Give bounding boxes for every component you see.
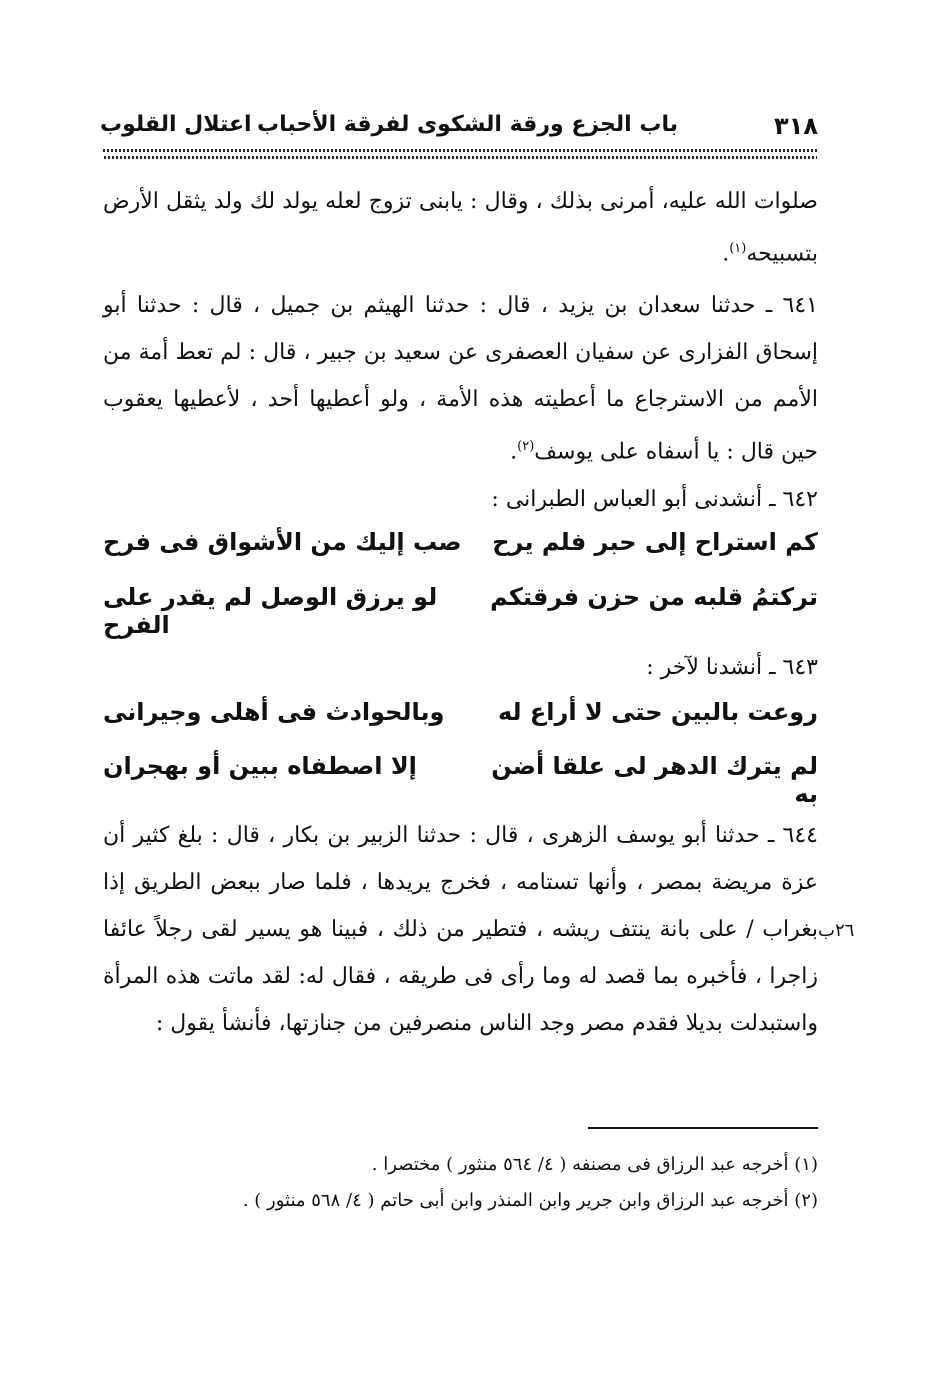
footnote-ref-2: (٢) xyxy=(517,439,535,454)
verse-line xyxy=(103,752,818,808)
book-title: اعتلال القلوب xyxy=(100,112,252,137)
verse-second-hemistich: إلا اصطفاه ببين أو بهجران xyxy=(103,752,417,780)
paragraph-text: ٦٤١ ـ حدثنا سعدان بن يزيد ، قال : حدثنا الهيثم بن جميل ، قال : حدثنا أبو إسحاق الفزارى عن سفيان العصفرى عن سعيد بن جبير ، قال : لم تعط أمة من الأمم من الاسترجاع ما أعطيته هذه الأمة ، ولو أعطيها أحد ، لأعطيها يعقوب حين قال : يا أسفاه على يوسف xyxy=(103,293,818,465)
manuscript-folio-marker: ٢٦ب xyxy=(818,920,855,941)
footnote-1: (١) أخرجه عبد الرزاق فى مصنفه ( ٤/ ٥٦٤ منثور ) مختصرا . xyxy=(371,1154,818,1175)
verse-line xyxy=(103,583,818,639)
page-number: ٣١٨ xyxy=(774,112,818,140)
paragraph-643-intro: ٦٤٣ ـ أنشدنا لآخر : xyxy=(646,655,818,680)
footnote-separator xyxy=(588,1127,818,1129)
verse-first-hemistich: لم يترك الدهر لى علقا أضن به xyxy=(491,752,818,808)
verse-first-hemistich: تركتمُ قلبه من حزن فرقتكم xyxy=(490,583,818,611)
verse-line xyxy=(103,698,818,744)
footnote-2: (٢) أخرجه عبد الرزاق وابن جرير وابن المنذر وابن أبى حاتم ( ٤/ ٥٦٨ منثور ) . xyxy=(242,1190,818,1211)
verse-line xyxy=(103,528,818,574)
paragraph-642-intro: ٦٤٢ ـ أنشدنى أبو العباس الطبرانى : xyxy=(491,487,818,512)
paragraph-continuation: صلوات الله عليه، أمرنى بذلك ، وقال : يابنى تزوج لعله يولد لك ولد يثقل الأرض بتسبيحه$^{(١)}$. xyxy=(103,189,818,267)
footnote-ref-1: (١) xyxy=(729,241,747,256)
header-ornamental-rule xyxy=(103,149,817,159)
verse-second-hemistich: لو يرزق الوصل لم يقدر على الفرح xyxy=(103,583,438,639)
verse-first-hemistich: روعت بالبين حتى لا أراع له xyxy=(497,698,818,726)
verse-second-hemistich: وبالحوادث فى أهلى وجيرانى xyxy=(103,698,445,726)
verse-first-hemistich: كم استراح إلى حبر فلم يرح xyxy=(492,528,818,556)
paragraph-644: ٦٤٤ ـ حدثنا أبو يوسف الزهرى ، قال : حدثنا الزبير بن بكار ، قال : بلغ كثير أن عزة مريضة بمصر ، وأنها تستامه ، فخرج يريدها ، فلما صار ببعض الطريق إذا بغراب / على بانة ينتف ريشه ، فتطير من ذلك ، فبينا هو يسير لقى رجلاً عائفا زاجرا ، فأخبره بما قصد له وما رأى فى طريقه ، فقال له: لقد ماتت هذه المرأة واستبدلت بديلا فقدم مصر وجد الناس منصرفين من جنازتها، فأنشأ يقول : xyxy=(103,823,818,1036)
paragraph-641: ٦٤١ ـ حدثنا سعدان بن يزيد ، قال : حدثنا الهيثم بن جميل ، قال : حدثنا أبو إسحاق الفزارى عن سفيان العصفرى عن سعيد بن جبير ، قال : لم تعط أمة من الأمم من الاسترجاع ما أعطيته هذه الأمة ، ولو أعطيها أحد ، لأعطيها يعقوب حين قال : يا أسفاه على يوسف$^{(٢)}$. xyxy=(103,293,818,465)
running-header xyxy=(100,112,818,146)
paragraph-text: صلوات الله عليه، أمرنى بذلك ، وقال : يابنى تزوج لعله يولد لك ولد يثقل الأرض بتسبيحه xyxy=(103,189,818,267)
verse-second-hemistich: صب إليك من الأشواق فى فرح xyxy=(103,528,462,556)
chapter-title: باب الجزع ورقة الشكوى لفرقة الأحباب xyxy=(257,112,678,137)
